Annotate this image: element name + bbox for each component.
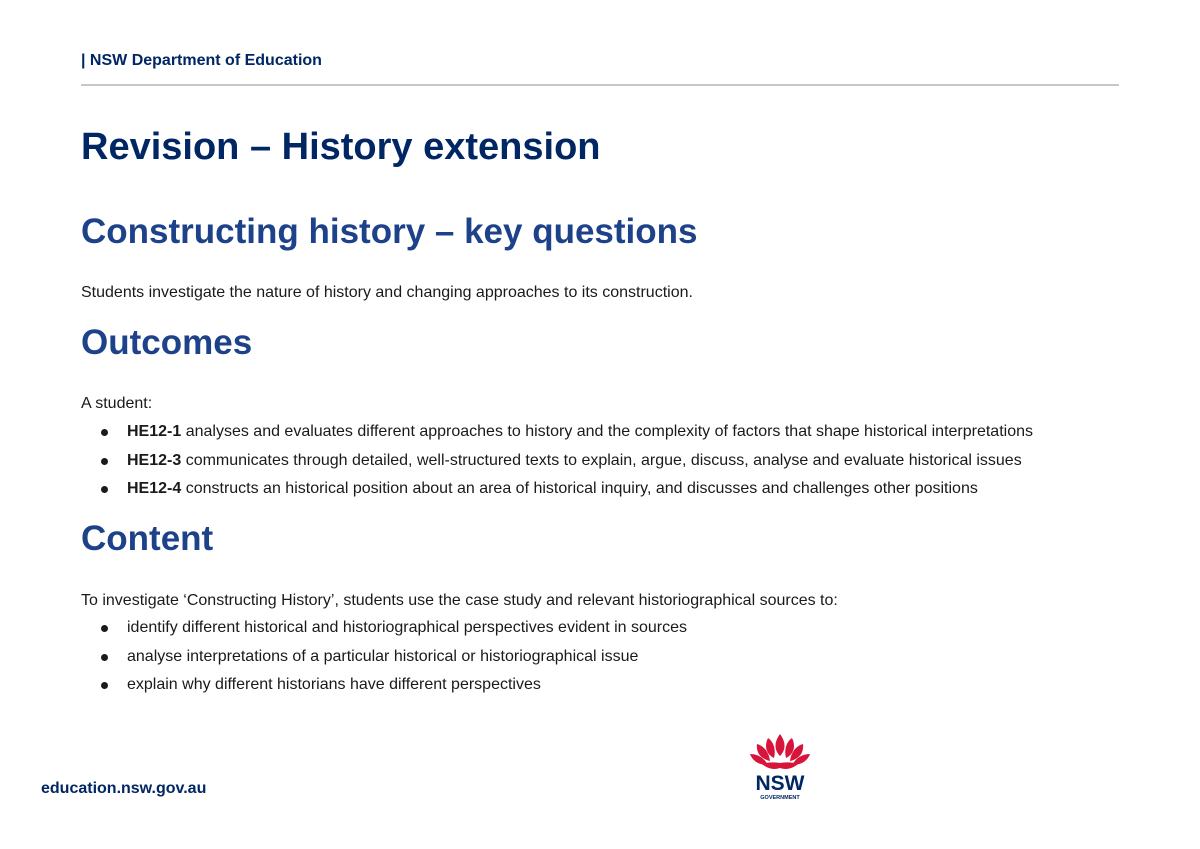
section-intro: Students investigate the nature of history and changing approaches to its construction. [81, 284, 693, 301]
outcomes-list [81, 418, 1033, 504]
section-heading-constructing-history: Constructing history – key questions [81, 212, 698, 251]
department-header: | NSW Department of Education [81, 52, 322, 69]
outcomes-intro: A student: [81, 395, 153, 412]
bullet-icon [101, 429, 108, 436]
logo-wordmark: NSW [755, 772, 805, 795]
outcome-text: communicates through detailed, well-structured texts to explain, argue, discuss, analyse and evaluate historical issues [181, 451, 1022, 469]
content-list [81, 614, 687, 700]
footer-url: education.nsw.gov.au [41, 780, 207, 797]
bullet-icon [101, 458, 108, 465]
list-item [81, 418, 1033, 447]
list-item [81, 447, 1033, 476]
bullet-icon [101, 486, 108, 493]
outcome-text: analyses and evaluates different approaches to history and the complexity of factors that shape historical interpretations [181, 423, 1033, 440]
nsw-government-logo [746, 732, 814, 802]
content-item-text: analyse interpretations of a particular historical or historiographical issue [127, 647, 639, 665]
list-item [81, 475, 1033, 504]
list-item [81, 671, 687, 700]
outcome-code: HE12-1 [127, 423, 182, 440]
outcome-text: constructs an historical position about an area of historical inquiry, and discusses and challenges other positions [181, 480, 978, 497]
outcomes-heading: Outcomes [81, 323, 253, 362]
bullet-icon [101, 682, 108, 689]
bullet-icon [101, 654, 108, 661]
bullet-icon [101, 625, 108, 632]
list-item [81, 643, 687, 672]
outcome-code: HE12-3 [127, 451, 182, 469]
content-item-text: identify different historical and historiographical perspectives evident in sources [127, 619, 688, 636]
content-item-text: explain why different historians have different perspectives [127, 676, 541, 693]
content-intro: To investigate ‘Constructing History’, students use the case study and relevant historiographical sources to: [81, 592, 838, 609]
header-divider [81, 84, 1119, 86]
list-item [81, 614, 687, 643]
page-title: Revision – History extension [81, 126, 601, 168]
waratah-icon [750, 734, 810, 769]
content-heading: Content [81, 519, 214, 558]
logo-subtext: GOVERNMENT [760, 795, 800, 801]
outcome-code: HE12-4 [127, 480, 182, 497]
